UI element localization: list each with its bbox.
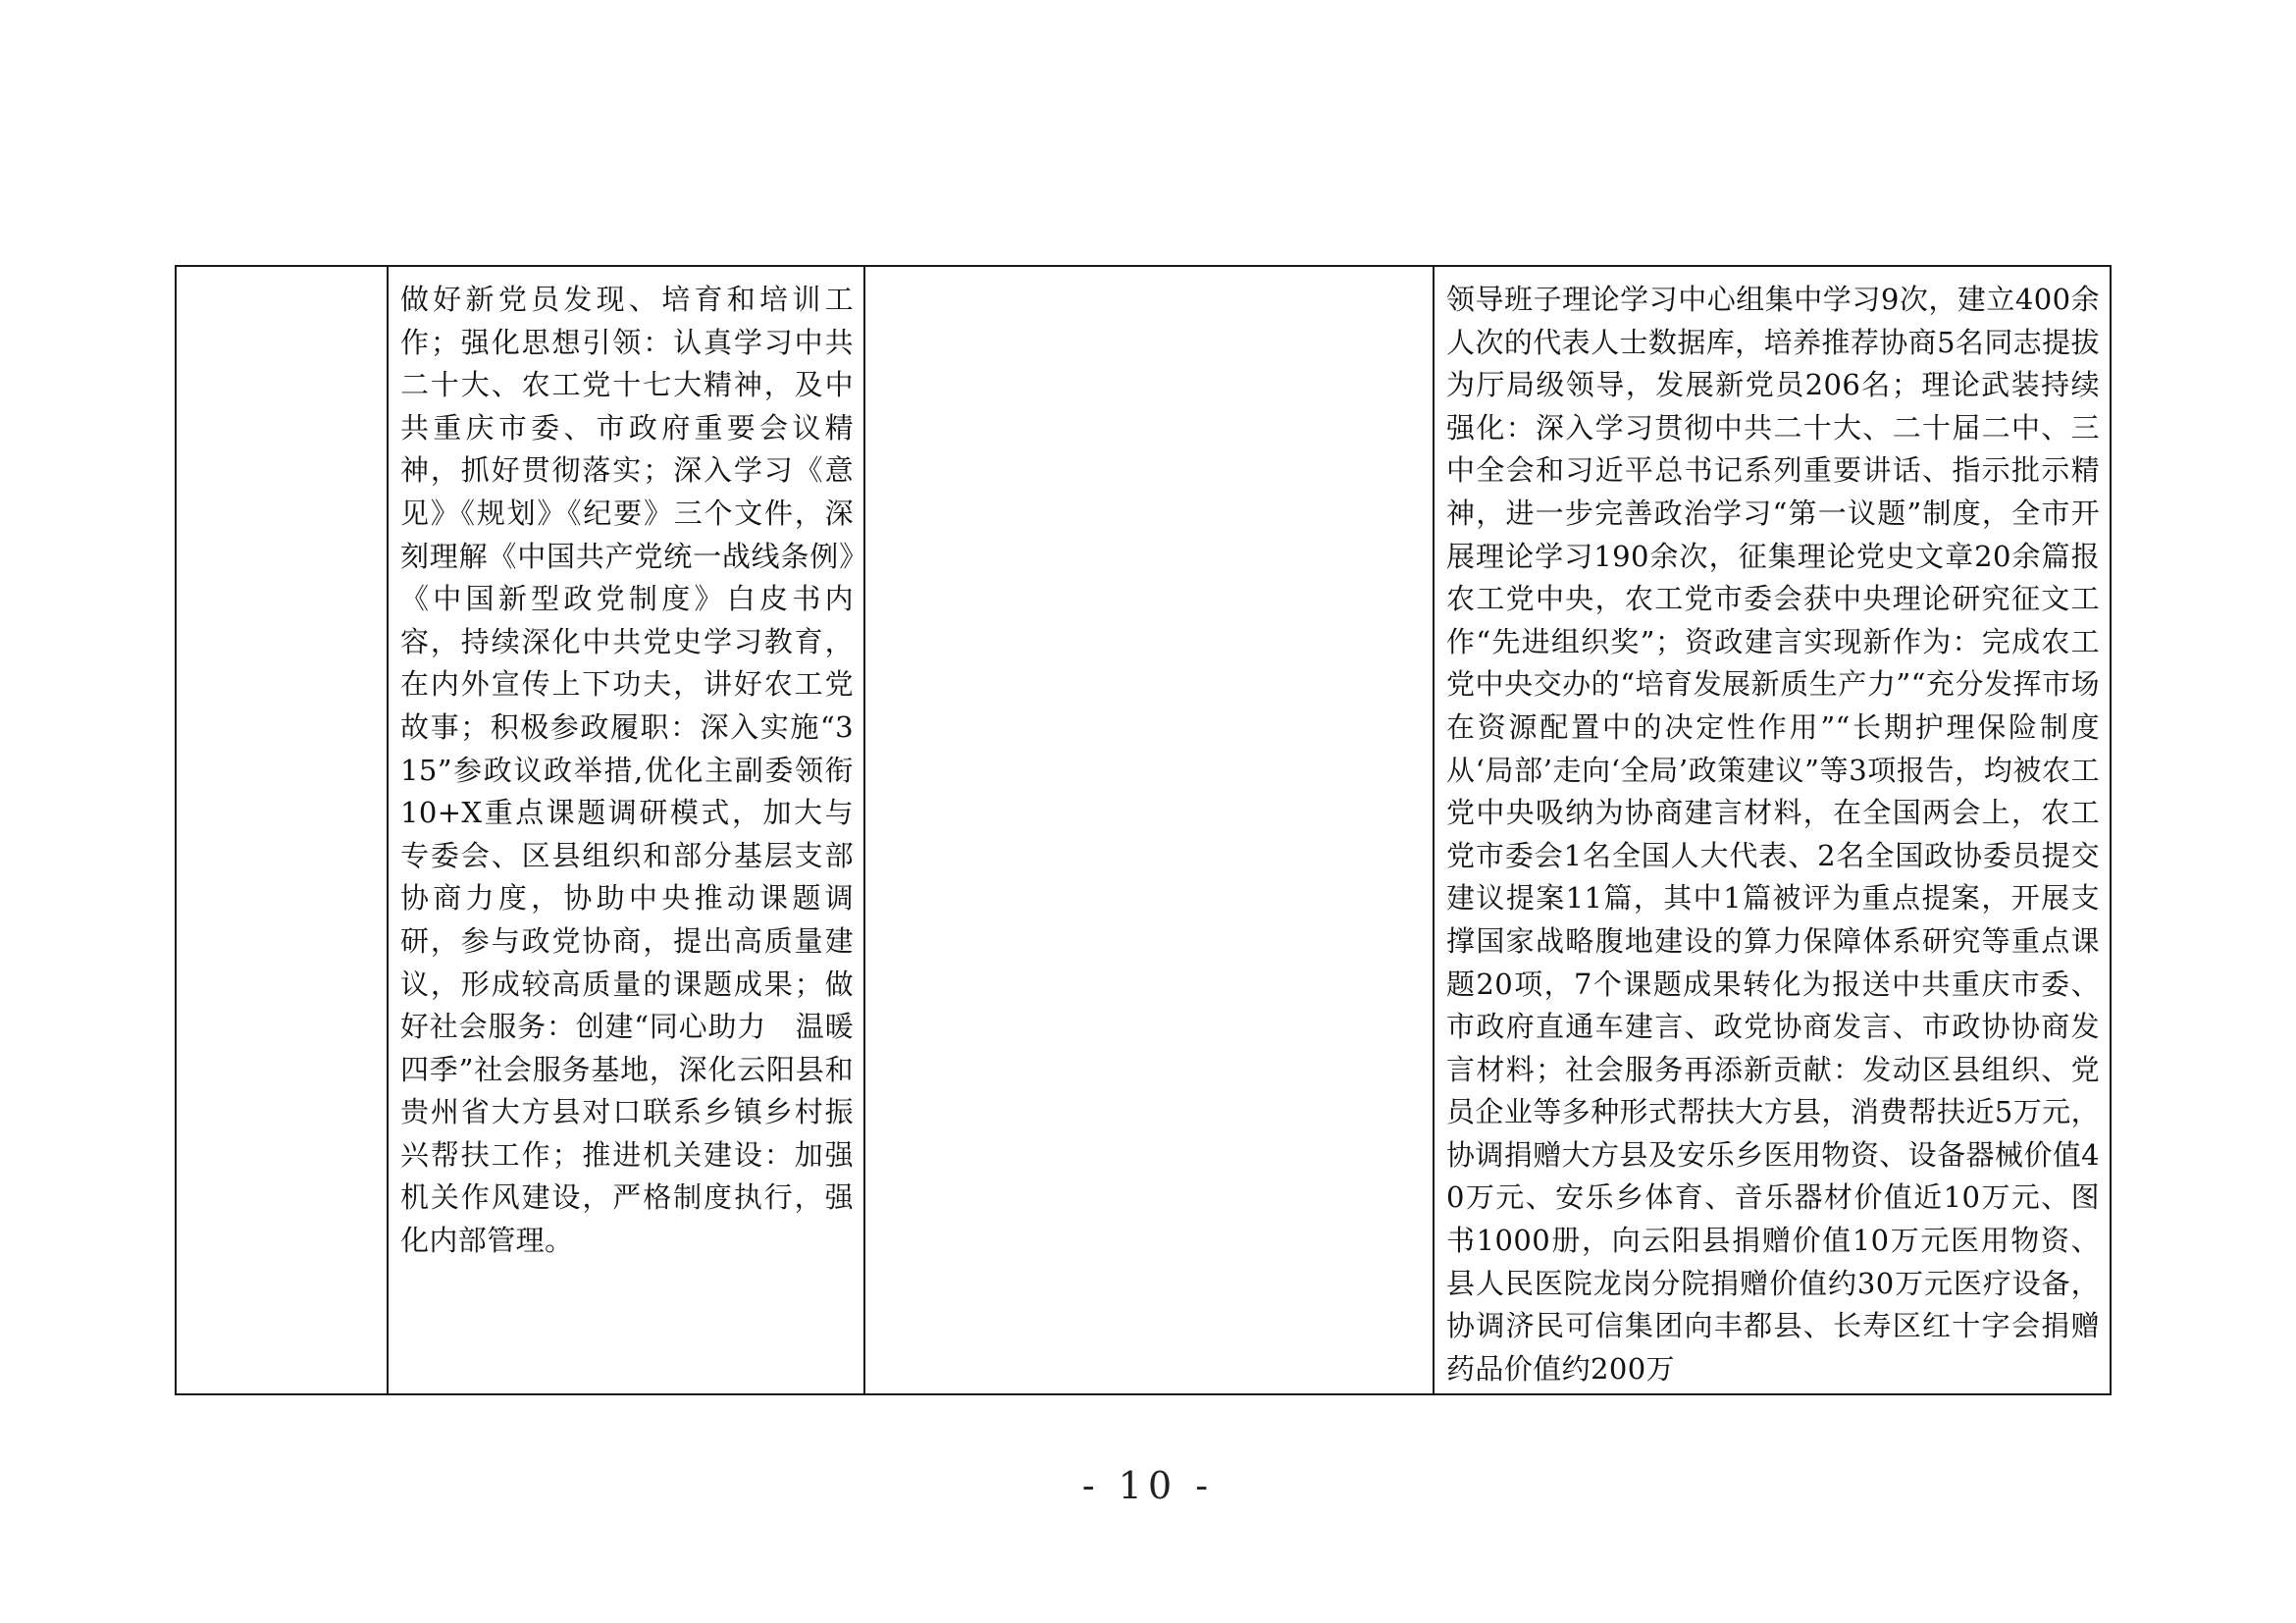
table-cell-category (176, 266, 388, 1394)
plan-text: 做好新党员发现、培育和培训工作；强化思想引领：认真学习中共二十大、农工党十七大精神，及中共重庆市委、市政府重要会议精神，抓好贯彻落实；深入学习《意见》《规划》《纪要》三个文件，深刻理解《中国共产党统一战线条例》《中国新型政党制度》白皮书内容，持续深化中共党史学习教育，在内外宣传上下功夫，讲好农工党故事；积极参政履职：深入实施“315”参政议政举措,优化主副委领衔10+X重点课题调研模式，加大与专委会、区县组织和部分基层支部协商力度，协助中央推动课题调研，参与政党协商，提出高质量建议，形成较高质量的课题成果；做好社会服务：创建“同心助力 温暖四季”社会服务基地，深化云阳县和贵州省大方县对口联系乡镇乡村振兴帮扶工作；推进机关建设：加强机关作风建设，严格制度执行，强化内部管理。 (400, 283, 854, 1258)
table-row (176, 266, 2111, 1394)
work-plan-table (175, 265, 2112, 1395)
table-cell-plan (388, 266, 864, 1394)
table-cell-achievements (1434, 266, 2111, 1394)
page-number: - 10 - (1081, 1464, 1215, 1507)
achievements-text: 领导班子理论学习中心组集中学习9次，建立400余人次的代表人士数据库，培养推荐协商5名同志提拔为厅局级领导，发展新党员206名；理论武装持续强化：深入学习贯彻中共二十大、二十届二中、三中全会和习近平总书记系列重要讲话、指示批示精神，进一步完善政治学习“第一议题”制度，全市开展理论学习190余次，征集理论党史文章20余篇报农工党中央，农工党市委会获中央理论研究征文工作“先进组织奖”；资政建言实现新作为：完成农工党中央交办的“培育发展新质生产力”“充分发挥市场在资源配置中的决定性作用”“长期护理保险制度从‘局部’走向‘全局’政策建议”等3项报告，均被农工党中央吸纳为协商建言材料，在全国两会上，农工党市委会1名全国人大代表、2名全国政协委员提交建议提案11篇，其中1篇被评为重点提案，开展支撑国家战略腹地建设的算力保障体系研究等重点课题20项，7个课题成果转化为报送中共重庆市委、市政府直通车建言、政党协商发言、市政协协商发言材料；社会服务再添新贡献：发动区县组织、党员企业等多种形式帮扶大方县，消费帮扶近5万元，协调捐赠大方县及安乐乡医用物资、设备器械价值40万元、安乐乡体育、音乐器材价值近10万元、图书1000册，向云阳县捐赠价值10万元医用物资、县人民医院龙岗分院捐赠价值约30万元医疗设备，协调济民可信集团向丰都县、长寿区红十字会捐赠药品价值约200万 (1446, 283, 2100, 1386)
table-cell-blank (864, 266, 1434, 1394)
